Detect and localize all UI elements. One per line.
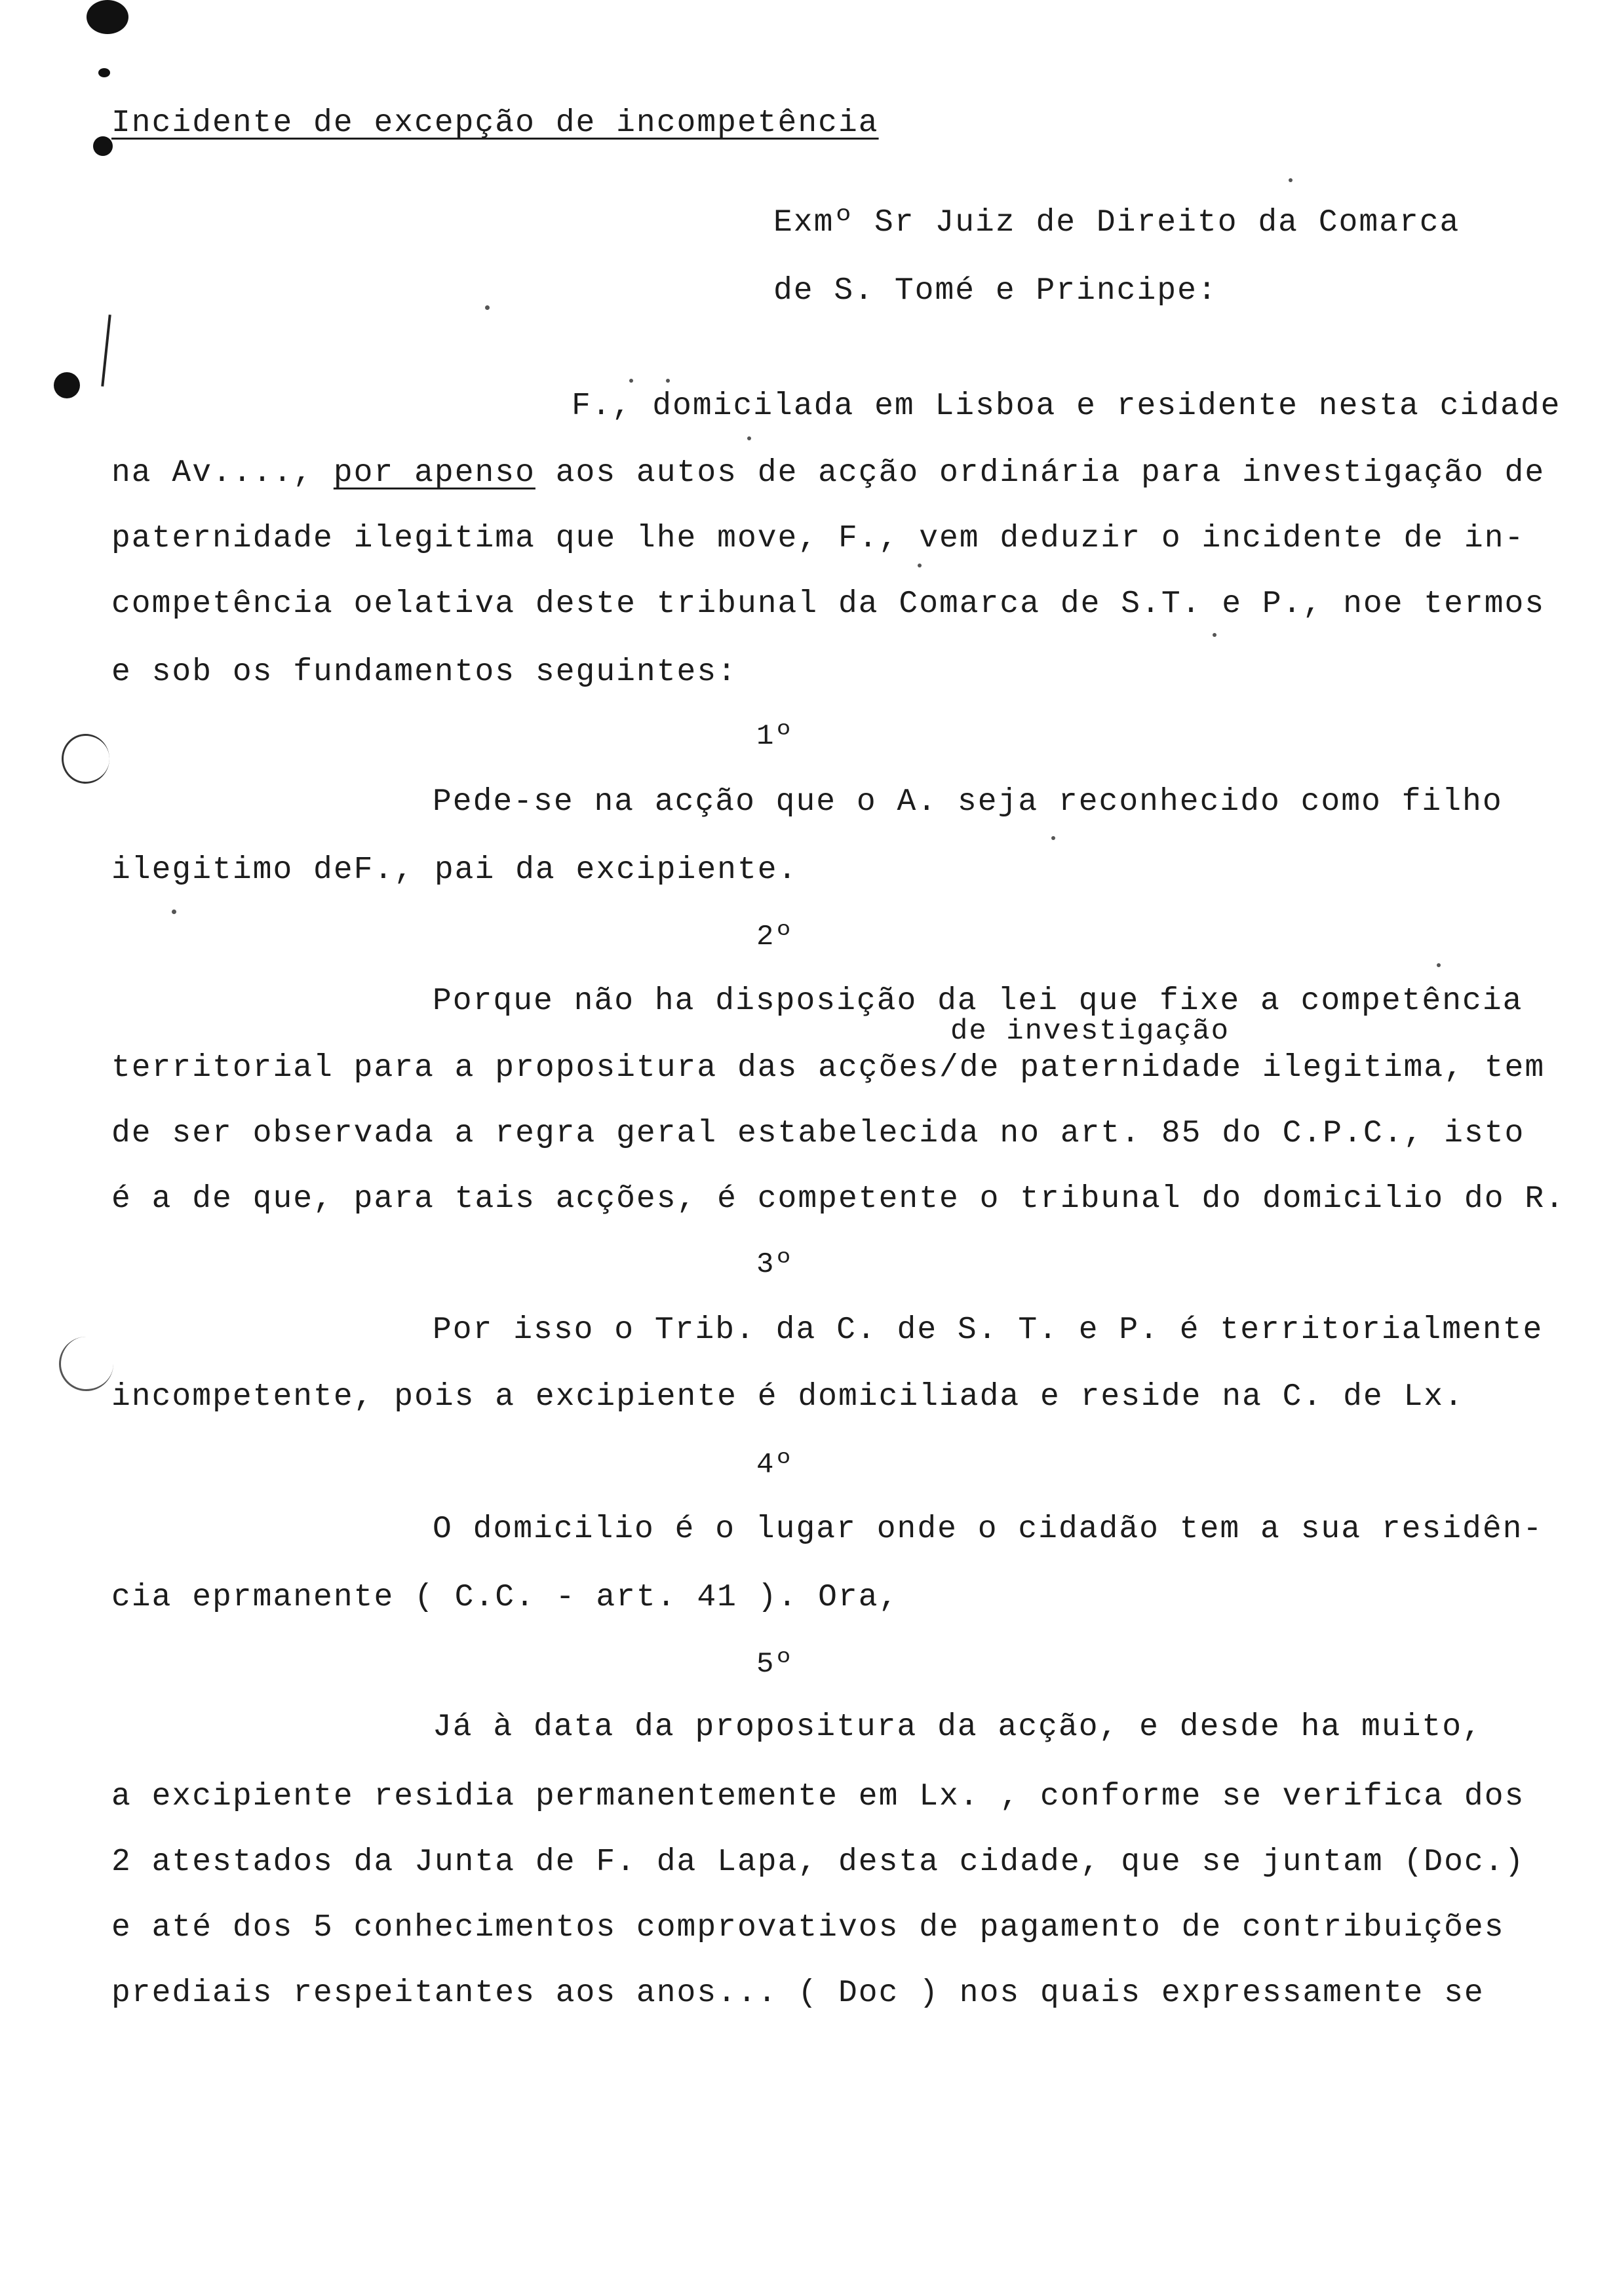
speck xyxy=(1051,836,1055,840)
speck xyxy=(172,909,176,914)
speck xyxy=(485,305,490,310)
article-line: prediais respeitantes aos anos... ( Doc ) nos quais expressamente se xyxy=(111,1976,1485,2011)
address-line: Exmº Sr Juiz de Direito da Comarca xyxy=(773,205,1460,240)
intro-text: aos autos de acção ordinária para investigação de xyxy=(535,455,1546,491)
article-line: 2 atestados da Junta de F. da Lapa, desta cidade, que se juntam (Doc.) xyxy=(111,1845,1525,1880)
speck xyxy=(1213,633,1216,637)
article-line: é a de que, para tais acções, é competente o tribunal do domicilio do R. xyxy=(111,1181,1565,1217)
interlinear-insertion: de investigação xyxy=(950,1015,1230,1048)
intro-line xyxy=(111,453,1545,493)
intro-line: paternidade ilegitima que lhe move, F., vem deduzir o incidente de in- xyxy=(111,521,1525,556)
speck xyxy=(918,564,922,567)
pencil-stroke xyxy=(101,315,111,387)
ink-blot xyxy=(87,0,128,34)
article-line: de ser observada a regra geral estabelecida no art. 85 do C.P.C., isto xyxy=(111,1116,1525,1151)
article-line: ilegitimo deF., pai da excipiente. xyxy=(111,852,798,888)
article-line: a excipiente residia permanentemente em Lx. , conforme se verifica dos xyxy=(111,1779,1525,1814)
underlined-text: por apenso xyxy=(333,455,535,491)
ink-blot xyxy=(54,372,80,398)
speck xyxy=(1289,178,1293,182)
speck xyxy=(747,436,751,440)
article-number: 2º xyxy=(756,921,794,953)
article-line: O domicilio é o lugar onde o cidadão tem a sua residên- xyxy=(433,1512,1544,1547)
address-line: de S. Tomé e Principe: xyxy=(773,273,1218,309)
intro-line: e sob os fundamentos seguintes: xyxy=(111,655,737,690)
article-number: 4º xyxy=(756,1449,794,1482)
article-line: territorial para a propositura das acções/de paternidade ilegitima, tem xyxy=(111,1050,1546,1086)
punch-mark xyxy=(59,1337,113,1391)
intro-line: competência oelativa deste tribunal da Comarca de S.T. e P., noe termos xyxy=(111,586,1546,622)
article-number: 1º xyxy=(756,720,794,753)
article-line: e até dos 5 conhecimentos comprovativos de pagamento de contribuições xyxy=(111,1910,1505,1945)
document-title: Incidente de excepção de incompetência xyxy=(111,105,879,141)
intro-line: F., domicilada em Lisboa e residente nesta cidade xyxy=(572,389,1561,424)
speck xyxy=(629,379,633,383)
ink-blot xyxy=(93,136,113,156)
punch-mark xyxy=(62,734,109,784)
speck xyxy=(666,379,670,383)
article-line: Já à data da propositura da acção, e desde ha muito, xyxy=(433,1710,1483,1745)
article-line: Pede-se na acção que o A. seja reconhecido como filho xyxy=(433,784,1503,820)
article-number: 3º xyxy=(756,1248,794,1281)
article-line: Porque não ha disposição da lei que fixe a competência xyxy=(433,984,1523,1019)
ink-blot xyxy=(98,68,110,77)
article-line: cia eprmanente ( C.C. - art. 41 ). Ora, xyxy=(111,1580,899,1615)
article-line: Por isso o Trib. da C. de S. T. e P. é territorialmente xyxy=(433,1312,1544,1348)
article-line: incompetente, pois a excipiente é domiciliada e reside na C. de Lx. xyxy=(111,1379,1464,1415)
article-number: 5º xyxy=(756,1648,794,1681)
speck xyxy=(1437,963,1441,967)
intro-text: na Av...., xyxy=(111,455,334,491)
